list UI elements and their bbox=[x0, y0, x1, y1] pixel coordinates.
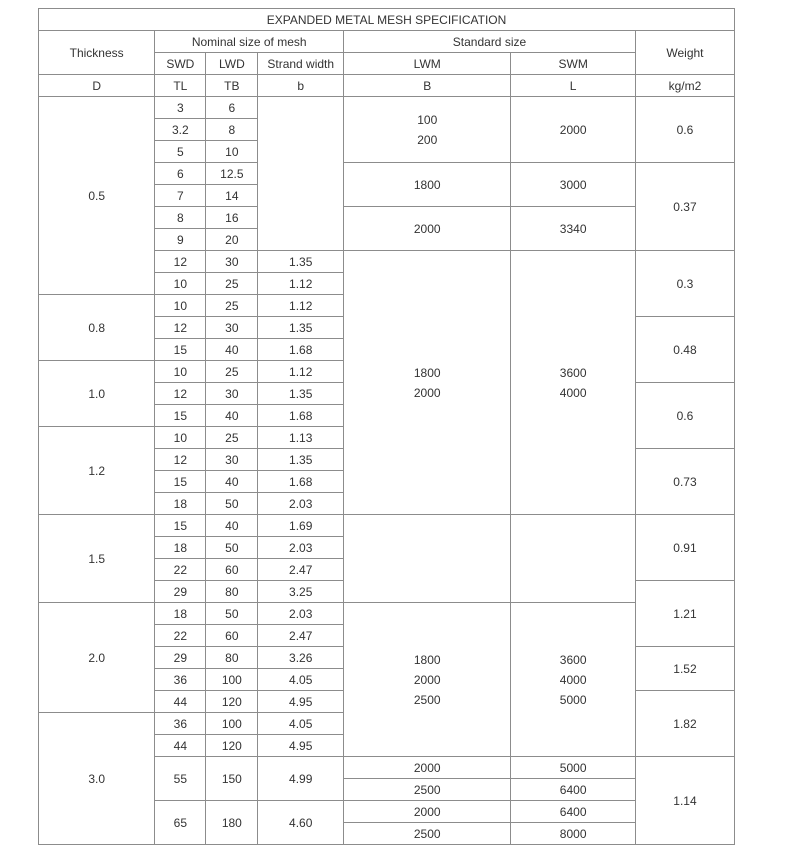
swd-cell: 6 bbox=[155, 163, 206, 185]
thickness-cell: 0.8 bbox=[39, 295, 155, 361]
swd-cell: 22 bbox=[155, 559, 206, 581]
swm-cell: 3340 bbox=[511, 207, 635, 251]
lwd-cell: 40 bbox=[206, 471, 258, 493]
lwd-cell: 25 bbox=[206, 361, 258, 383]
title-row bbox=[39, 9, 735, 31]
lwm-cell: 2000 bbox=[344, 757, 511, 779]
swm-cell: 2000 bbox=[511, 97, 635, 163]
weight-cell: 0.3 bbox=[635, 251, 734, 317]
standard-size-header: Standard size bbox=[344, 31, 636, 53]
strand-cell: 1.68 bbox=[258, 471, 344, 493]
lwm-value: 100 bbox=[417, 112, 438, 127]
unit-row bbox=[39, 75, 735, 97]
swd-cell: 36 bbox=[155, 713, 206, 735]
swm-cell bbox=[511, 251, 635, 515]
swd-cell: 8 bbox=[155, 207, 206, 229]
lwd-cell: 60 bbox=[206, 559, 258, 581]
swm-cell: 5000 bbox=[511, 757, 635, 779]
swd-cell: 29 bbox=[155, 581, 206, 603]
strand-cell: 2.03 bbox=[258, 603, 344, 625]
swm-value: 4000 bbox=[559, 672, 587, 687]
weight-cell: 1.21 bbox=[635, 581, 734, 647]
swm-cell: 3000 bbox=[511, 163, 635, 207]
swd-cell: 10 bbox=[155, 295, 206, 317]
swd-cell: 12 bbox=[155, 251, 206, 273]
lwd-cell: 180 bbox=[206, 801, 258, 845]
lwd-cell: 25 bbox=[206, 427, 258, 449]
lwd-cell: 50 bbox=[206, 603, 258, 625]
swd-cell: 44 bbox=[155, 735, 206, 757]
strand-cell: 1.12 bbox=[258, 273, 344, 295]
strand-cell: 1.12 bbox=[258, 361, 344, 383]
swd-cell: 9 bbox=[155, 229, 206, 251]
strand-cell: 4.60 bbox=[258, 801, 344, 845]
swd-cell: 65 bbox=[155, 801, 206, 845]
thickness-cell: 1.2 bbox=[39, 427, 155, 515]
lwd-cell: 50 bbox=[206, 537, 258, 559]
unit-label: kg/m2 bbox=[635, 75, 734, 97]
lwd-cell: 14 bbox=[206, 185, 258, 207]
lwd-cell: 30 bbox=[206, 251, 258, 273]
lwd-cell: 6 bbox=[206, 97, 258, 119]
strand-cell: 2.47 bbox=[258, 625, 344, 647]
swd-cell: 15 bbox=[155, 339, 206, 361]
strand-cell: 2.03 bbox=[258, 537, 344, 559]
lwd-cell: 120 bbox=[206, 735, 258, 757]
thickness-header: Thickness bbox=[39, 31, 155, 75]
lwd-cell: 30 bbox=[206, 449, 258, 471]
swm-cell: 6400 bbox=[511, 801, 635, 823]
lwd-cell: 150 bbox=[206, 757, 258, 801]
lwd-cell: 25 bbox=[206, 295, 258, 317]
header-row-1 bbox=[39, 31, 735, 53]
weight-cell: 1.52 bbox=[635, 647, 734, 691]
lwm-empty-cell bbox=[344, 515, 511, 603]
thickness-cell: 3.0 bbox=[39, 713, 155, 845]
weight-cell: 1.82 bbox=[635, 691, 734, 757]
lwd-cell: 40 bbox=[206, 515, 258, 537]
lwd-header: LWD bbox=[206, 53, 258, 75]
weight-cell: 0.37 bbox=[635, 163, 734, 251]
lwm-value: 1800 bbox=[413, 365, 441, 380]
lwd-cell: 8 bbox=[206, 119, 258, 141]
strand-cell: 1.35 bbox=[258, 251, 344, 273]
strand-cell: 4.05 bbox=[258, 713, 344, 735]
swd-cell: 3 bbox=[155, 97, 206, 119]
swd-cell: 10 bbox=[155, 273, 206, 295]
thickness-cell: 1.5 bbox=[39, 515, 155, 603]
table-row bbox=[39, 515, 735, 537]
lwd-cell: 120 bbox=[206, 691, 258, 713]
weight-cell: 0.6 bbox=[635, 383, 734, 449]
lwm-cell: 2500 bbox=[344, 823, 511, 845]
weight-cell: 0.91 bbox=[635, 515, 734, 581]
nominal-size-header: Nominal size of mesh bbox=[155, 31, 344, 53]
swd-cell: 18 bbox=[155, 537, 206, 559]
strand-cell: 3.25 bbox=[258, 581, 344, 603]
swd-cell: 15 bbox=[155, 515, 206, 537]
swd-cell: 7 bbox=[155, 185, 206, 207]
swd-cell: 18 bbox=[155, 603, 206, 625]
table-row bbox=[39, 603, 735, 625]
weight-cell: 1.14 bbox=[635, 757, 734, 845]
swd-cell: 15 bbox=[155, 405, 206, 427]
strand-cell: 2.47 bbox=[258, 559, 344, 581]
strand-cell: 4.95 bbox=[258, 735, 344, 757]
swd-cell: 18 bbox=[155, 493, 206, 515]
weight-cell: 0.73 bbox=[635, 449, 734, 515]
d-label: D bbox=[39, 75, 155, 97]
strand-cell: 3.26 bbox=[258, 647, 344, 669]
swd-cell: 5 bbox=[155, 141, 206, 163]
lwd-cell: 20 bbox=[206, 229, 258, 251]
swd-cell: 12 bbox=[155, 383, 206, 405]
lwd-cell: 100 bbox=[206, 713, 258, 735]
lwd-cell: 12.5 bbox=[206, 163, 258, 185]
swd-cell: 22 bbox=[155, 625, 206, 647]
strand-cell: 4.99 bbox=[258, 757, 344, 801]
lwd-cell: 60 bbox=[206, 625, 258, 647]
lwd-cell: 40 bbox=[206, 405, 258, 427]
lwm-cell: 2500 bbox=[344, 779, 511, 801]
lwd-cell: 16 bbox=[206, 207, 258, 229]
l-label: L bbox=[511, 75, 635, 97]
weight-header: Weight bbox=[635, 31, 734, 75]
lwd-cell: 25 bbox=[206, 273, 258, 295]
thickness-cell: 2.0 bbox=[39, 603, 155, 713]
lwm-value: 1800 bbox=[413, 652, 441, 667]
swm-value: 3600 bbox=[559, 365, 587, 380]
swm-value: 3600 bbox=[559, 652, 587, 667]
lwm-cell bbox=[344, 251, 511, 515]
strand-empty-cell bbox=[258, 97, 344, 251]
weight-cell: 0.6 bbox=[635, 97, 734, 163]
swm-header: SWM bbox=[511, 53, 635, 75]
swm-cell: 8000 bbox=[511, 823, 635, 845]
mesh-spec-table bbox=[38, 8, 735, 845]
strand-cell: 1.35 bbox=[258, 449, 344, 471]
swd-cell: 12 bbox=[155, 317, 206, 339]
swd-cell: 36 bbox=[155, 669, 206, 691]
swm-empty-cell bbox=[511, 515, 635, 603]
strand-cell: 1.35 bbox=[258, 383, 344, 405]
strand-width-header: Strand width bbox=[258, 53, 344, 75]
swd-cell: 10 bbox=[155, 361, 206, 383]
lwd-cell: 100 bbox=[206, 669, 258, 691]
strand-cell: 2.03 bbox=[258, 493, 344, 515]
lwm-cell: 2000 bbox=[344, 801, 511, 823]
lwm-cell bbox=[344, 97, 511, 163]
strand-cell: 4.95 bbox=[258, 691, 344, 713]
swm-value: 5000 bbox=[559, 692, 587, 707]
swm-cell: 6400 bbox=[511, 779, 635, 801]
swd-cell: 10 bbox=[155, 427, 206, 449]
weight-cell: 0.48 bbox=[635, 317, 734, 383]
lwm-value: 2000 bbox=[413, 672, 441, 687]
lwd-cell: 80 bbox=[206, 581, 258, 603]
table-row bbox=[39, 97, 735, 119]
swd-cell: 29 bbox=[155, 647, 206, 669]
table-title: EXPANDED METAL MESH SPECIFICATION bbox=[39, 9, 735, 31]
lwd-cell: 30 bbox=[206, 383, 258, 405]
lwd-cell: 40 bbox=[206, 339, 258, 361]
thickness-cell: 0.5 bbox=[39, 97, 155, 295]
swm-value: 4000 bbox=[559, 385, 587, 400]
tl-label: TL bbox=[155, 75, 206, 97]
swd-cell: 44 bbox=[155, 691, 206, 713]
lwd-cell: 50 bbox=[206, 493, 258, 515]
strand-cell: 1.69 bbox=[258, 515, 344, 537]
strand-cell: 1.13 bbox=[258, 427, 344, 449]
lwm-value: 200 bbox=[417, 132, 438, 147]
lwm-cell bbox=[344, 603, 511, 757]
strand-cell: 1.35 bbox=[258, 317, 344, 339]
strand-cell: 1.68 bbox=[258, 339, 344, 361]
lwm-cell: 1800 bbox=[344, 163, 511, 207]
swd-cell: 15 bbox=[155, 471, 206, 493]
tb-label: TB bbox=[206, 75, 258, 97]
lwm-cell: 2000 bbox=[344, 207, 511, 251]
swd-cell: 3.2 bbox=[155, 119, 206, 141]
strand-cell: 1.68 bbox=[258, 405, 344, 427]
strand-cell: 4.05 bbox=[258, 669, 344, 691]
b-label: B bbox=[344, 75, 511, 97]
lwm-value: 2000 bbox=[413, 385, 441, 400]
strand-cell: 1.12 bbox=[258, 295, 344, 317]
swm-cell bbox=[511, 603, 635, 757]
lwm-value: 2500 bbox=[413, 692, 441, 707]
swd-cell: 12 bbox=[155, 449, 206, 471]
thickness-cell: 1.0 bbox=[39, 361, 155, 427]
lwd-cell: 10 bbox=[206, 141, 258, 163]
swd-cell: 55 bbox=[155, 757, 206, 801]
lwd-cell: 80 bbox=[206, 647, 258, 669]
lwm-header: LWM bbox=[344, 53, 511, 75]
b-small-label: b bbox=[258, 75, 344, 97]
swd-header: SWD bbox=[155, 53, 206, 75]
lwd-cell: 30 bbox=[206, 317, 258, 339]
